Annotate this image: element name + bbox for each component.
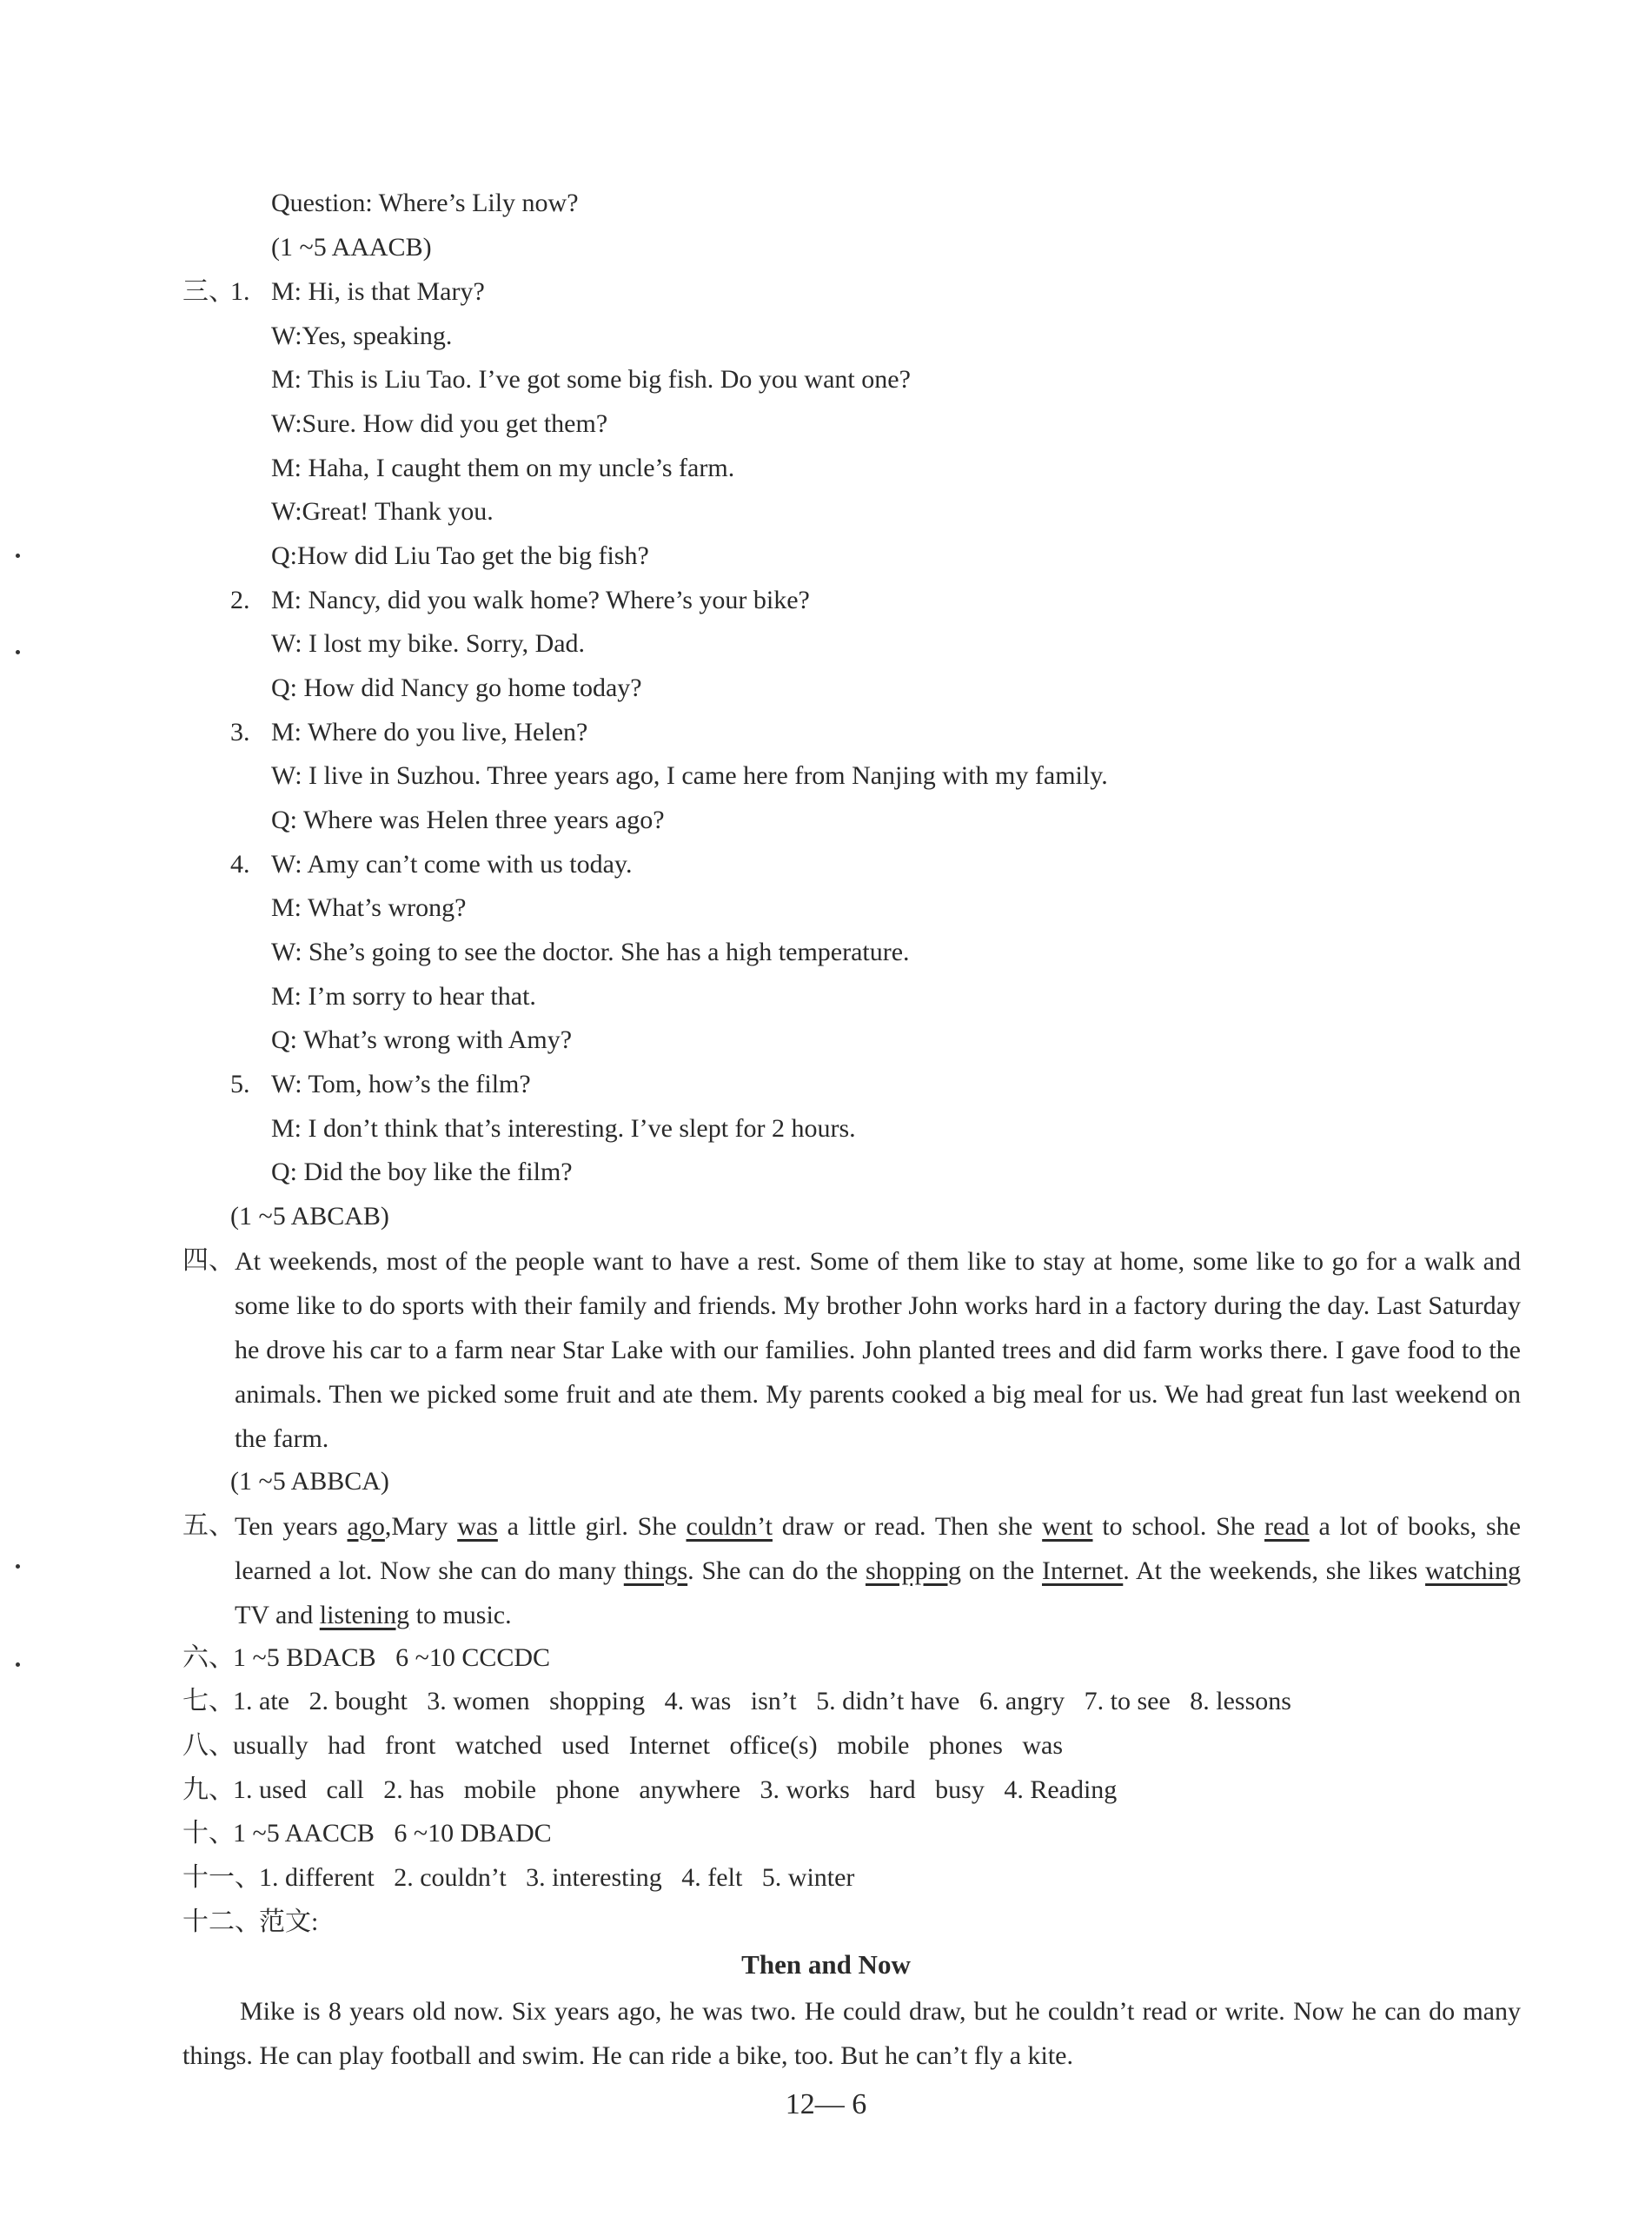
dialogue-line: Q: Did the boy like the film? [271, 1158, 573, 1186]
underlined-answer-word: read [1264, 1512, 1310, 1541]
section-marker: 六、 [182, 1643, 235, 1672]
dialogue-line: W: I lost my bike. Sorry, Dad. [271, 629, 586, 658]
cloze-text: draw or read. Then she [772, 1512, 1043, 1541]
dialogue-line: M: What’s wrong? [271, 893, 467, 922]
dialogue-line: M: I don’t think that’s interesting. I’ve slept for 2 hours. [271, 1114, 856, 1143]
dialogue-line: Q: How did Nancy go home today? [271, 673, 642, 702]
underlined-answer-word: ago [347, 1512, 385, 1541]
cloze-passage [235, 1504, 1521, 1637]
cloze-text: a lot of books, she learned a lot. Now she can do many [235, 1512, 1522, 1585]
dialogue-line: M: This is Liu Tao. I’ve got some big fish. Do you want one? [271, 365, 911, 394]
cloze-text: ,Mary [384, 1512, 458, 1541]
margin-speck [16, 1564, 20, 1569]
cloze-text: TV and [235, 1601, 320, 1629]
essay-text [182, 1989, 1521, 2078]
underlined-answer-word: Internet [1042, 1556, 1124, 1585]
dialogue-line: W: She’s going to see the doctor. She has a high temperature. [271, 938, 910, 966]
cloze-text: on the [960, 1556, 1043, 1585]
section-marker: 三、 [182, 277, 235, 306]
dialogue-line: M: Hi, is that Mary? [271, 277, 485, 306]
section-marker: 七、 [182, 1687, 235, 1715]
dialogue-number: 4. [230, 850, 250, 879]
page-number: 12— 6 [785, 2088, 867, 2120]
answers-line: (1 ~5 ABBCA) [230, 1467, 389, 1496]
dialogue-number: 1. [230, 277, 250, 306]
underlined-answer-word: shopping [865, 1556, 961, 1585]
model-essay-label: 范文: [259, 1907, 319, 1936]
answers-line: usually had front watched used Internet office(s) mobile phones was [233, 1731, 1064, 1760]
section-marker: 四、 [182, 1246, 235, 1275]
dialogue-line: Q: What’s wrong with Amy? [271, 1025, 573, 1054]
cloze-text: a little girl. She [497, 1512, 687, 1541]
dialogue-number: 5. [230, 1070, 250, 1098]
underlined-answer-word: went [1042, 1512, 1093, 1541]
dialogue-line: Q: Where was Helen three years ago? [271, 806, 665, 834]
cloze-text: to school. She [1092, 1512, 1265, 1541]
cloze-text: . She can do the [687, 1556, 866, 1585]
answers-line: 1. used call 2. has mobile phone anywhere 3. works hard busy 4. Reading [233, 1775, 1118, 1804]
underlined-answer-word: was [457, 1512, 498, 1541]
cloze-text: to music. [409, 1601, 512, 1629]
dialogue-line: M: Haha, I caught them on my uncle’s farm. [271, 454, 735, 482]
dialogue-line: W: Amy can’t come with us today. [271, 850, 633, 879]
essay-title: Then and Now [741, 1949, 911, 1980]
dialogue-line: W: Tom, how’s the film? [271, 1070, 531, 1098]
cloze-text: Ten years [235, 1512, 348, 1541]
dialogue-line: W:Sure. How did you get them? [271, 409, 608, 438]
section-marker: 十一、 [182, 1863, 261, 1892]
underlined-answer-word: listening [319, 1601, 410, 1629]
margin-speck [16, 650, 20, 654]
dialogue-line: M: Where do you live, Helen? [271, 718, 588, 746]
dialogue-number: 3. [230, 718, 250, 746]
essay-paragraph: Mike is 8 years old now. Six years ago, he was two. He could draw, but he couldn’t read or write. Now he can do many things. He can play football and swim. He can ride a bike, too. But he can’t fly a kite. [182, 1997, 1521, 2070]
underlined-answer-word: couldn’t [686, 1512, 773, 1541]
section-marker: 五、 [182, 1511, 235, 1540]
answers-line: 1. ate 2. bought 3. women shopping 4. was isn’t 5. didn’t have 6. angry 7. to see 8. lessons [233, 1687, 1291, 1715]
dialogue-line: M: Nancy, did you walk home? Where’s your bike? [271, 586, 810, 614]
section-marker: 十、 [182, 1819, 235, 1848]
section-marker: 九、 [182, 1775, 235, 1804]
passage-text: At weekends, most of the people want to have a rest. Some of them like to stay at home, some like to go for a walk and some like to do sports with their family and friends. My brother John works hard in a factory during the day. Last Saturday he drove his car to a farm near Star Lake with our families. John planted trees and did farm works there. I gave food to the animals. Then we picked some fruit and ate them. My parents cooked a big meal for us. We had great fun last weekend on the farm. [235, 1247, 1521, 1453]
margin-speck [16, 554, 20, 558]
answers-line: (1 ~5 ABCAB) [230, 1202, 389, 1231]
answers-line: 1. different 2. couldn’t 3. interesting 4. felt 5. winter [259, 1863, 855, 1892]
section-marker: 八、 [182, 1731, 235, 1760]
underlined-answer-word: watching [1425, 1556, 1522, 1585]
dialogue-line: Q:How did Liu Tao get the big fish? [271, 541, 649, 570]
answers-line: (1 ~5 AAACB) [271, 233, 432, 262]
question-line: Question: Where’s Lily now? [271, 189, 579, 217]
passage [235, 1239, 1521, 1461]
dialogue-line: M: I’m sorry to hear that. [271, 982, 536, 1011]
dialogue-line: W:Yes, speaking. [271, 322, 453, 350]
answers-line: 1 ~5 BDACB 6 ~10 CCCDC [233, 1643, 551, 1672]
margin-speck [16, 1662, 20, 1667]
dialogue-number: 2. [230, 586, 250, 614]
answers-line: 1 ~5 AACCB 6 ~10 DBADC [233, 1819, 552, 1848]
cloze-text: . At the weekends, she likes [1123, 1556, 1426, 1585]
underlined-answer-word: things [623, 1556, 688, 1585]
dialogue-line: W:Great! Thank you. [271, 497, 494, 526]
section-marker: 十二、 [182, 1907, 261, 1936]
dialogue-line: W: I live in Suzhou. Three years ago, I came here from Nanjing with my family. [271, 761, 1108, 790]
